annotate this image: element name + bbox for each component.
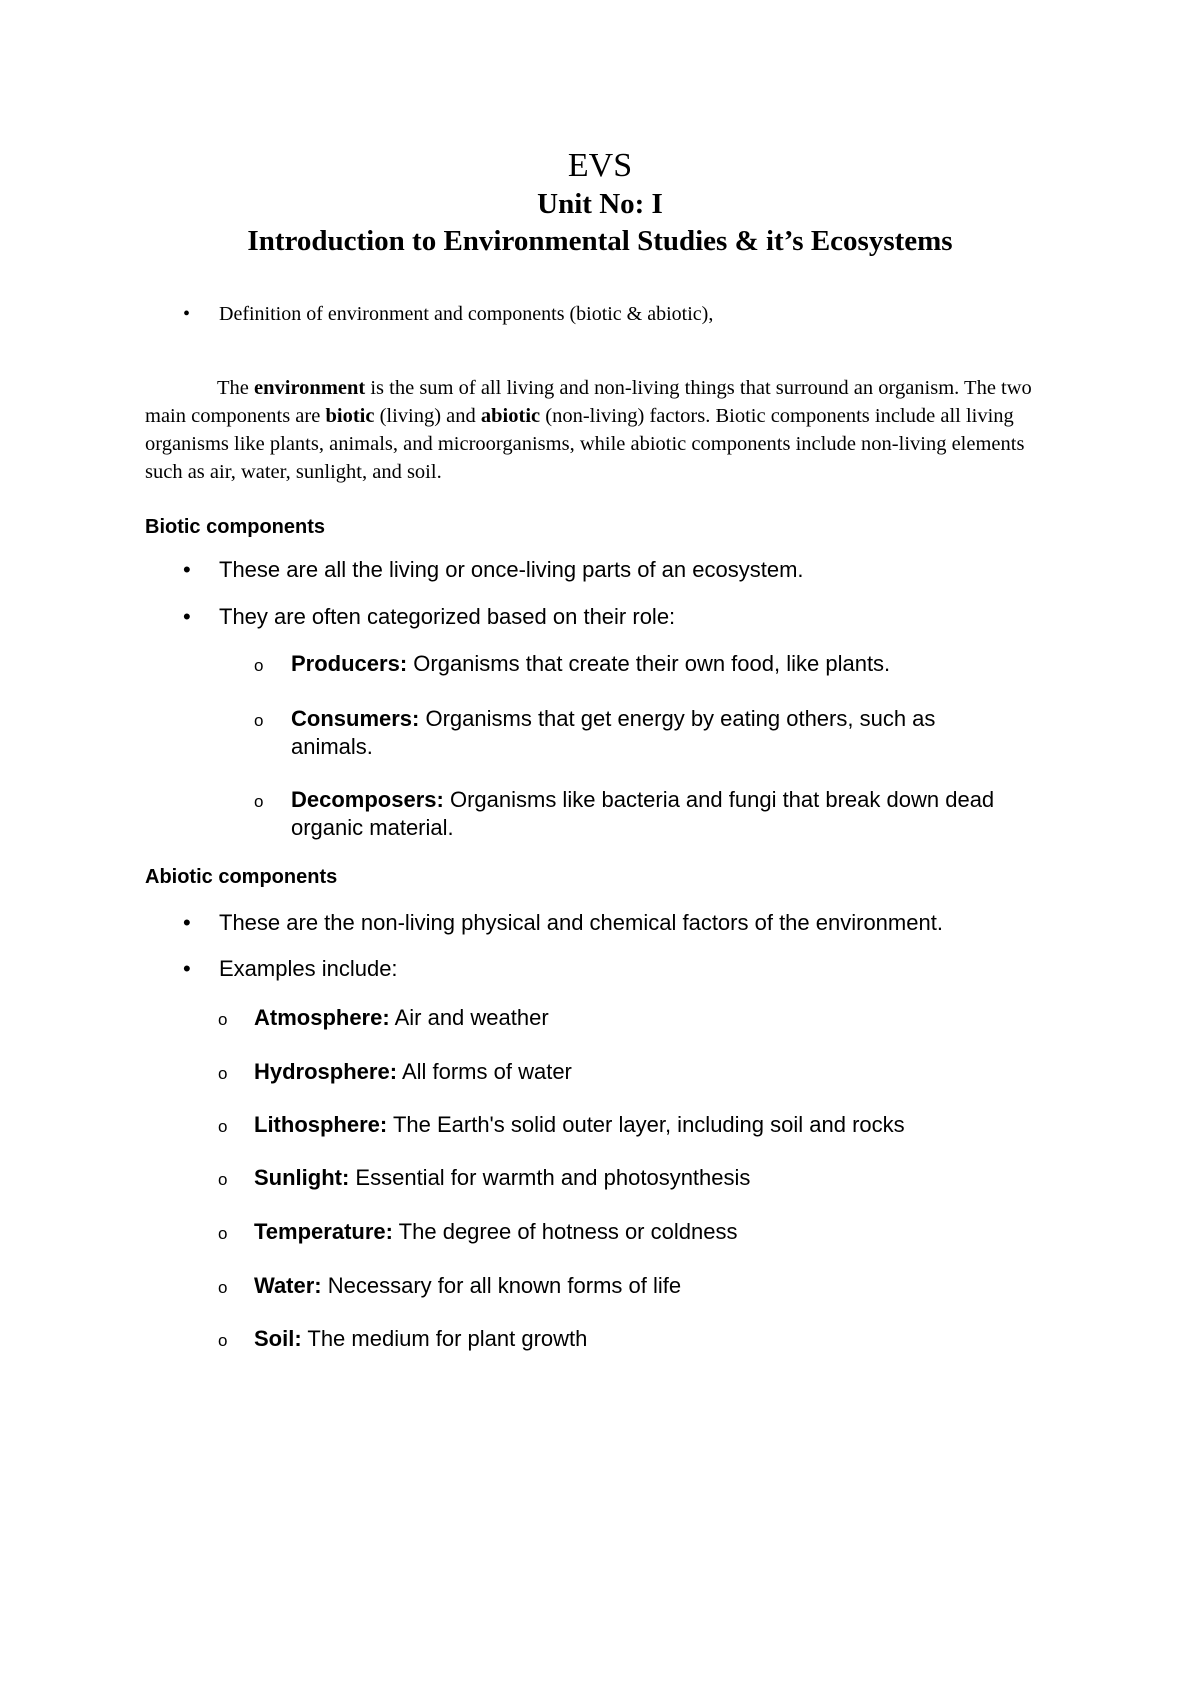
term: Temperature: xyxy=(254,1219,393,1244)
term-description: Air and weather xyxy=(389,1005,549,1030)
intro-bold-term: biotic xyxy=(325,405,375,427)
bullet-marker: • xyxy=(183,303,191,325)
term: Soil: xyxy=(254,1326,302,1351)
list-item-text: Examples include: xyxy=(219,956,398,981)
abiotic-heading: Abiotic components xyxy=(145,866,338,888)
biotic-heading: Biotic components xyxy=(145,516,326,538)
sub-bullet-marker: o xyxy=(218,1064,228,1083)
term: Producers: xyxy=(291,651,408,676)
term-description: The medium for plant growth xyxy=(301,1326,588,1351)
sub-bullet-marker: o xyxy=(254,656,264,675)
term-description: All forms of water xyxy=(397,1059,572,1084)
term-description: Organisms that create their own food, like plants. xyxy=(407,651,891,676)
term-description: Organisms like bacteria and fungi that break down dead xyxy=(443,787,995,812)
sub-bullet-marker: o xyxy=(218,1331,228,1350)
bullet-marker: • xyxy=(183,604,191,629)
bullet-marker: • xyxy=(183,557,191,582)
term: Lithosphere: xyxy=(254,1112,388,1137)
intro-bold-term: environment xyxy=(254,377,366,399)
list-item-text: They are often categorized based on their role: xyxy=(219,604,676,629)
term: Consumers: xyxy=(291,706,420,731)
sub-bullet-marker: o xyxy=(218,1224,228,1243)
intro-bold-term: abiotic xyxy=(480,405,541,427)
term-description: Organisms that get energy by eating others, such as xyxy=(419,706,936,731)
term-description: animals. xyxy=(291,734,373,759)
bullet-marker: • xyxy=(183,910,191,935)
term: Hydrosphere: xyxy=(254,1059,398,1084)
intro-text: is the sum of all living and non-living things that surround an organism. The two main components are xyxy=(145,377,1032,427)
term-description: Necessary for all known forms of life xyxy=(321,1273,682,1298)
sub-bullet-marker: o xyxy=(218,1010,228,1029)
intro-text: The xyxy=(217,377,254,399)
sub-bullet-marker: o xyxy=(254,711,264,730)
bullet-marker: • xyxy=(183,956,191,981)
title-block xyxy=(0,146,1200,260)
definition-bullet-text: Definition of environment and components (biotic & abiotic), xyxy=(219,303,714,325)
term-description: The Earth's solid outer layer, including soil and rocks xyxy=(387,1112,905,1137)
term-description: organic material. xyxy=(291,815,454,840)
document-title: EVS xyxy=(567,147,633,184)
sub-bullet-marker: o xyxy=(218,1117,228,1136)
list-item-text: These are the non-living physical and chemical factors of the environment. xyxy=(219,910,943,935)
intro-paragraph xyxy=(145,374,1065,486)
sub-bullet-marker: o xyxy=(218,1278,228,1297)
sub-bullet-marker: o xyxy=(218,1170,228,1189)
unit-title: Unit No: I xyxy=(537,188,663,220)
intro-text: (non-living) factors. Biotic components include all living organisms like plants, animals, and microorganisms, while abiotic components include non-living elements such as air, water, sunlight, and soil. xyxy=(145,405,1025,483)
sub-bullet-marker: o xyxy=(254,792,264,811)
intro-text: (living) and xyxy=(374,405,481,427)
term: Decomposers: xyxy=(291,787,444,812)
term-description: Essential for warmth and photosynthesis xyxy=(349,1165,751,1190)
chapter-title: Introduction to Environmental Studies & it’s Ecosystems xyxy=(247,225,953,257)
term: Atmosphere: xyxy=(254,1005,390,1030)
list-item-text: These are all the living or once-living parts of an ecosystem. xyxy=(219,557,804,582)
term: Water: xyxy=(254,1273,322,1298)
term-description: The degree of hotness or coldness xyxy=(392,1219,738,1244)
term: Sunlight: xyxy=(254,1165,350,1190)
